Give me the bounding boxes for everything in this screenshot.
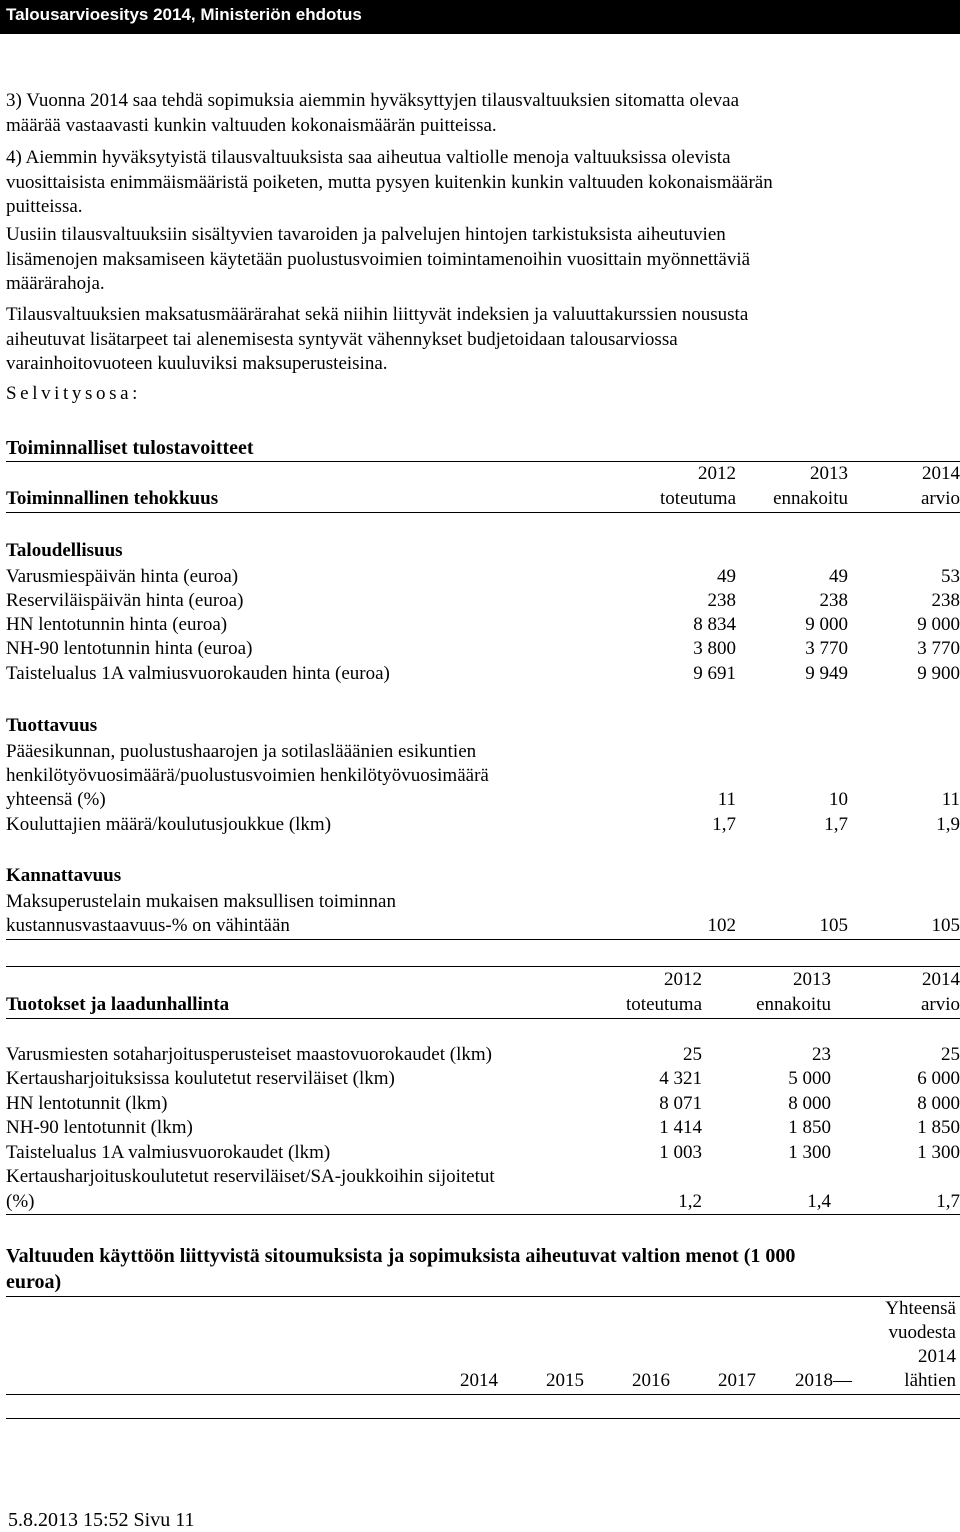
cell: 6 000 <box>917 1067 960 1091</box>
section-title-line: euroa) <box>6 1270 61 1294</box>
table-header-years <box>6 968 960 992</box>
cell: 102 <box>708 914 737 938</box>
cell: 11 <box>718 788 736 812</box>
cell: 1,7 <box>824 813 848 837</box>
table-row <box>6 637 960 661</box>
row-label: kustannusvastaavuus-% on vähintään <box>6 914 290 938</box>
cell: 25 <box>941 1043 960 1067</box>
year-col: 2015 <box>546 1369 584 1393</box>
row-label: NH-90 lentotunnin hinta (euroa) <box>6 637 252 661</box>
table-row <box>6 813 960 837</box>
divider <box>6 512 960 513</box>
table-row <box>6 788 960 812</box>
cell: 1 850 <box>917 1116 960 1140</box>
row-label: NH-90 lentotunnit (lkm) <box>6 1116 193 1140</box>
header-line: vuodesta <box>836 1321 956 1345</box>
paragraph-line: määrää vastaavasti kunkin valtuuden kokonaismäärän puitteissa. <box>6 114 956 139</box>
table-row <box>6 662 960 686</box>
cell: 1 003 <box>659 1141 702 1165</box>
sub-col-3: arvio <box>921 993 960 1017</box>
paragraph-line: aiheutuvat lisätarpeet tai alenemisesta syntyvät vähennykset budjetoidaan talousarviossa <box>6 328 956 353</box>
year-col-3: 2014 <box>922 462 960 486</box>
paragraph-line: määrärahoja. <box>6 272 956 297</box>
cell: 1,9 <box>936 813 960 837</box>
document-title: Talousarvioesitys 2014, Ministeriön ehdotus <box>6 4 362 26</box>
cell: 105 <box>820 914 849 938</box>
row-label-line: Pääesikunnan, puolustushaarojen ja sotilaslääänien esikuntien <box>6 740 476 764</box>
sub-col-2: ennakoitu <box>773 487 848 511</box>
cell: 1 414 <box>659 1116 702 1140</box>
cell: 1 850 <box>788 1116 831 1140</box>
divider <box>6 966 960 967</box>
row-label-line: Maksuperustelain mukaisen maksullisen toiminnan <box>6 890 396 914</box>
paragraph-line: Uusiin tilausvaltuuksiin sisältyvien tavaroiden ja palvelujen hintojen tarkistuksista aiheutuvien <box>6 223 956 248</box>
category-heading: Taloudellisuus <box>6 539 123 563</box>
table-row <box>6 1141 960 1165</box>
divider <box>6 1418 960 1419</box>
year-col-1: 2012 <box>698 462 736 486</box>
total-column-header <box>836 1297 956 1393</box>
cell: 1,7 <box>712 813 736 837</box>
row-label-line: Kertausharjoituskoulutetut reserviläiset/SA-joukkoihin sijoitetut <box>6 1165 495 1189</box>
cell: 1,2 <box>678 1190 702 1214</box>
table-row <box>6 1092 960 1116</box>
row-label: HN lentotunnit (lkm) <box>6 1092 167 1116</box>
cell: 105 <box>932 914 960 938</box>
cell: 238 <box>932 589 960 613</box>
cell: 8 000 <box>917 1092 960 1116</box>
paragraph-line: vuosittaisista enimmäismääristä poiketen, mutta pysyen kuitenkin kunkin valtuuden kokonaismäärän <box>6 171 956 196</box>
year-col: 2016 <box>632 1369 670 1393</box>
divider <box>6 1018 960 1019</box>
cell: 23 <box>812 1043 831 1067</box>
row-label: Kertausharjoituksissa koulutetut reserviläiset (lkm) <box>6 1067 395 1091</box>
cell: 5 000 <box>788 1067 831 1091</box>
row-label: Varusmiesten sotaharjoitusperusteiset maastovuorokaudet (lkm) <box>6 1043 492 1067</box>
paragraph-4 <box>6 146 956 220</box>
cell: 25 <box>683 1043 702 1067</box>
table-title: Toiminnallinen tehokkuus <box>6 487 218 511</box>
cell: 49 <box>717 565 736 589</box>
paragraph-5 <box>6 223 956 297</box>
divider <box>6 1394 960 1395</box>
page-footer: 5.8.2013 15:52 Sivu 11 <box>8 1508 195 1532</box>
category-heading: Tuottavuus <box>6 714 97 738</box>
row-label: yhteensä (%) <box>6 788 106 812</box>
row-label: (%) <box>6 1190 34 1214</box>
paragraph-line: 3) Vuonna 2014 saa tehdä sopimuksia aiemmin hyväksyttyjen tilausvaltuuksien sitomatta olevaa <box>6 89 956 114</box>
divider <box>6 1296 960 1297</box>
table-header-subs <box>6 487 960 511</box>
table-header-years <box>6 462 960 486</box>
cell: 238 <box>820 589 849 613</box>
header-line: Yhteensä <box>836 1297 956 1321</box>
table-header-subs <box>6 993 960 1017</box>
row-label-line: henkilötyövuosimäärä/puolustusvoimien henkilötyövuosimäärä <box>6 764 489 788</box>
divider <box>6 939 960 940</box>
cell: 1 300 <box>788 1141 831 1165</box>
cell: 9 000 <box>805 613 848 637</box>
cell: 3 770 <box>917 637 960 661</box>
cell: 9 000 <box>917 613 960 637</box>
table-row <box>6 1190 960 1214</box>
sub-col-1: toteutuma <box>626 993 702 1017</box>
cell: 9 900 <box>917 662 960 686</box>
table-title: Tuotokset ja laadunhallinta <box>6 993 229 1017</box>
header-line: 2014 <box>836 1345 956 1369</box>
paragraph-line: Tilausvaltuuksien maksatusmäärärahat sekä niihin liittyvät indeksien ja valuuttakurssien noususta <box>6 303 956 328</box>
table-row <box>6 914 960 938</box>
row-label: Taistelualus 1A valmiusvuorokauden hinta (euroa) <box>6 662 390 686</box>
cell: 8 834 <box>693 613 736 637</box>
table-row <box>6 1043 960 1067</box>
cell: 1,7 <box>936 1190 960 1214</box>
cell: 4 321 <box>659 1067 702 1091</box>
header-line: lähtien <box>836 1369 956 1393</box>
category-heading: Kannattavuus <box>6 864 121 888</box>
header-bar <box>0 0 960 34</box>
cell: 11 <box>942 788 960 812</box>
cell: 53 <box>941 565 960 589</box>
year-col-3: 2014 <box>922 968 960 992</box>
section-title: Valtuuden käyttöön liittyvistä sitoumuksista ja sopimuksista aiheutuvat valtion menot (1 000 <box>6 1244 795 1268</box>
paragraph-line: lisämenojen maksamiseen käytetään puolustusvoimien toimintamenoihin vuosittain myönnettäviä <box>6 248 956 273</box>
table-row <box>6 589 960 613</box>
year-col: 2018— <box>795 1369 852 1393</box>
row-label: HN lentotunnin hinta (euroa) <box>6 613 227 637</box>
section-title: Toiminnalliset tulostavoitteet <box>6 436 254 460</box>
year-col-2: 2013 <box>793 968 831 992</box>
cell: 9 949 <box>805 662 848 686</box>
year-col: 2017 <box>718 1369 756 1393</box>
cell: 8 000 <box>788 1092 831 1116</box>
table-row <box>6 1116 960 1140</box>
cell: 10 <box>829 788 848 812</box>
year-col: 2014 <box>460 1369 498 1393</box>
cell: 49 <box>829 565 848 589</box>
paragraph-3 <box>6 89 956 138</box>
cell: 238 <box>708 589 737 613</box>
paragraph-line: 4) Aiemmin hyväksytyistä tilausvaltuuksista saa aiheutua valtiolle menoja valtuuksissa olevista <box>6 146 956 171</box>
year-col-2: 2013 <box>810 462 848 486</box>
paragraph-6 <box>6 303 956 377</box>
table-row <box>6 565 960 589</box>
sub-col-3: arvio <box>921 487 960 511</box>
sub-col-1: toteutuma <box>660 487 736 511</box>
cell: 1,4 <box>807 1190 831 1214</box>
cell: 3 770 <box>805 637 848 661</box>
row-label: Kouluttajien määrä/koulutusjoukkue (lkm) <box>6 813 331 837</box>
paragraph-line: puitteissa. <box>6 195 956 220</box>
cell: 9 691 <box>693 662 736 686</box>
row-label: Taistelualus 1A valmiusvuorokaudet (lkm) <box>6 1141 330 1165</box>
cell: 3 800 <box>693 637 736 661</box>
cell: 1 300 <box>917 1141 960 1165</box>
paragraph-line: varainhoitovuoteen kuuluviksi maksuperusteisina. <box>6 352 956 377</box>
year-col-1: 2012 <box>664 968 702 992</box>
row-label: Varusmiespäivän hinta (euroa) <box>6 565 238 589</box>
cell: 8 071 <box>659 1092 702 1116</box>
selvitysosa-label: Selvitysosa: <box>6 382 141 406</box>
divider <box>6 1214 960 1215</box>
row-label: Reserviläispäivän hinta (euroa) <box>6 589 243 613</box>
sub-col-2: ennakoitu <box>756 993 831 1017</box>
table-row <box>6 1067 960 1091</box>
table-row <box>6 613 960 637</box>
